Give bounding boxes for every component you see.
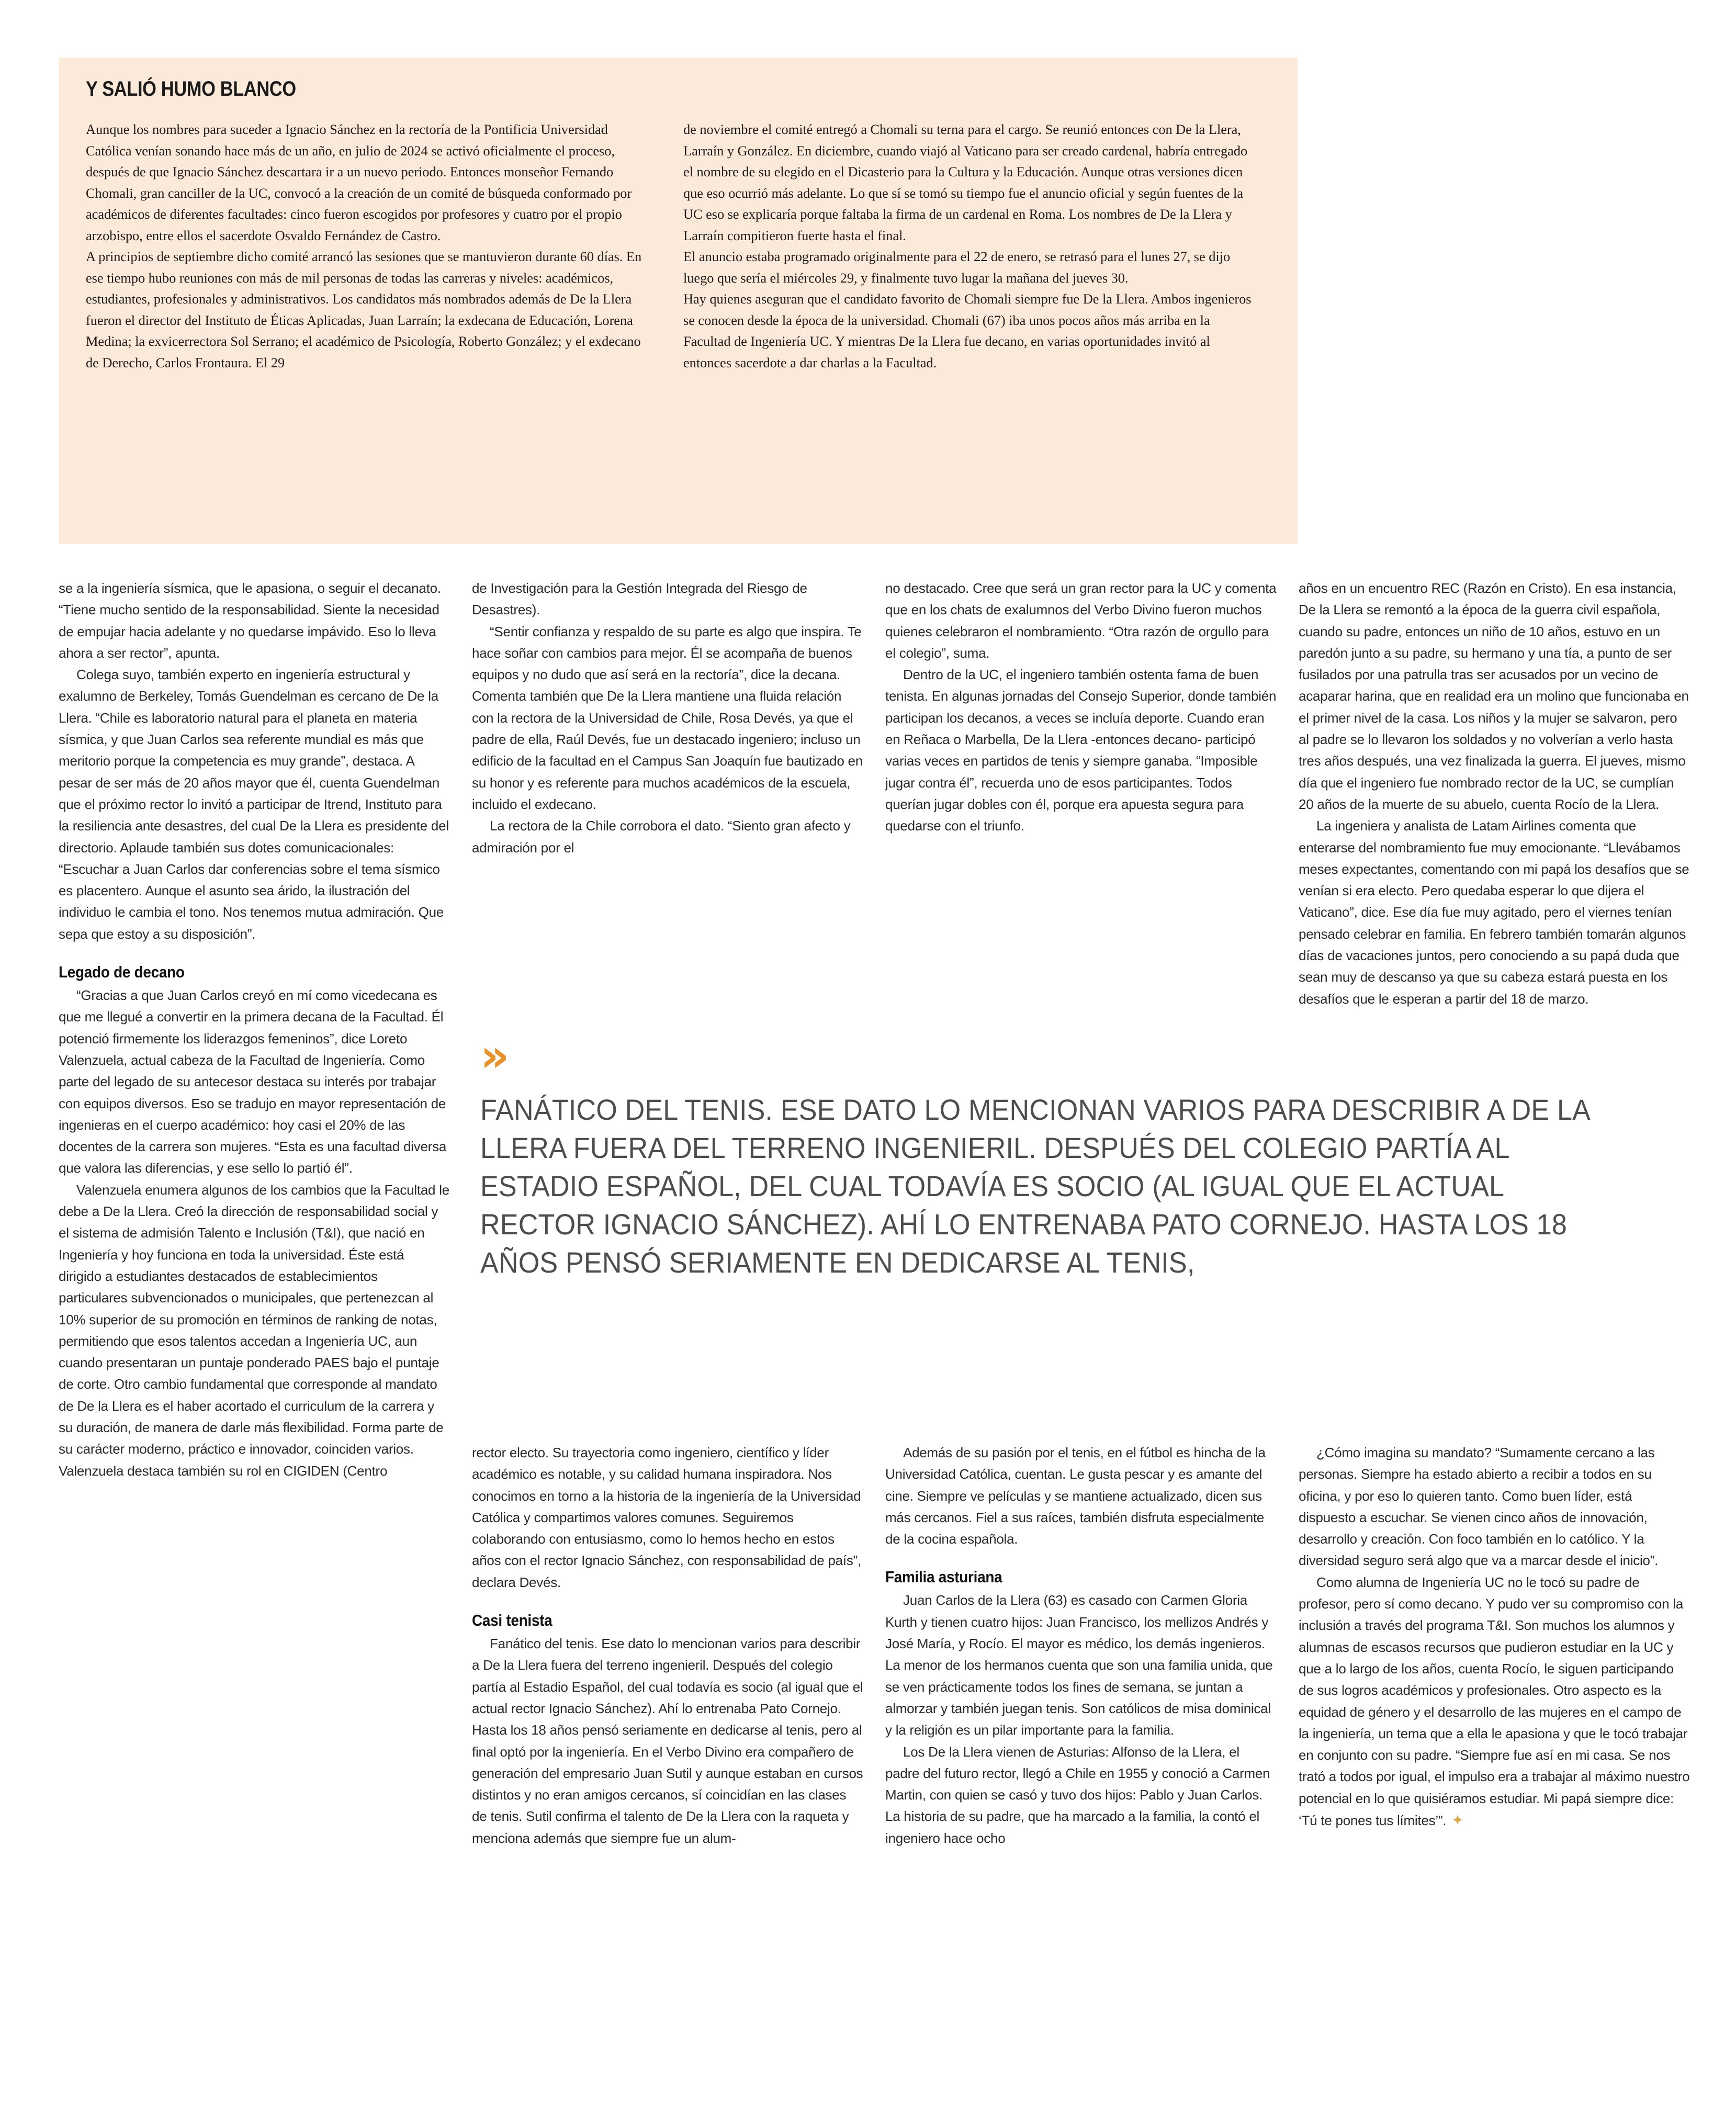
article-column-2-upper <box>472 578 863 1482</box>
paragraph-text: Como alumna de Ingeniería UC no le tocó su padre de profesor, pero sí como decano. Y pudo ver su compromiso con la inclusión a través del programa T&I. Son muchos los alumnos y alumnas de escasos recursos que pudieron estudiar en la UC y que a lo largo de los años, cuenta Rocío, le siguen participando de sus logros académicos y profesionales. Otro aspecto es la equidad de género y el desarrollo de las mujeres en el campo de la ingeniería, un tema que a ella le apasiona y que le tocó trabajar en conjunto con su padre. “Siempre fue así en mi casa. Se nos trató a todos por igual, el impulso era a trabajar al máximo nuestro potencial en lo que quisiéramos estudiar. Mi papá siempre dice: ‘Tú te pones tus límites’”. <box>1299 1574 1690 1829</box>
highlight-box <box>59 58 1298 544</box>
upper-body-columns <box>59 578 1690 1482</box>
highlight-box-columns <box>86 119 1270 373</box>
highlight-box-title: Y SALIÓ HUMO BLANCO <box>86 77 296 100</box>
article-column-1 <box>59 578 450 1482</box>
paragraph: años en un encuentro REC (Razón en Cristo). En esa instancia, De la Llera se remontó a la época de la guerra civil española, cuando su padre, entonces un niño de 10 años, estuvo en un paredón junto a su padre, su hermano y una tía, a punto de ser fusilados por una patrulla tras ser acusados por un vecino de acaparar harina, que en realidad era un molino que funcionaba en el primer nivel de la casa. Los niños y la mujer se salvaron, pero al padre se lo llevaron los soldados y no volverían a verlo hasta tres años después, una vez finalizada la guerra. El jueves, mismo día que el ingeniero fue nombrado rector de la UC, se cumplían 20 años de la muerte de su abuelo, cuenta Rocío de la Llera. <box>1299 580 1689 812</box>
article-column-4-lower <box>1299 1442 1690 1849</box>
paragraph: rector electo. Su trayectoria como ingeniero, científico y líder académico es notable, y su calidad humana inspiradora. Nos conocimos en torno a la historia de la ingeniería de la Universidad Católica y compartimos valores comunes. Seguiremos colaborando con entusiasmo, como lo hemos hecho en estos años con el rector Ignacio Sánchez, con responsabilidad de país”, declara Devés. <box>472 1445 861 1590</box>
paragraph: ¿Cómo imagina su mandato? “Sumamente cercano a las personas. Siempre ha estado abierto a recibir a todos en su oficina, y por eso lo quieren tanto. Como buen líder, está dispuesto a escuchar. Se vienen cinco años de innovación, desarrollo y creación. Con foco también en lo católico. Y la diversidad seguro será algo que va a marcar desde el inicio”. <box>1299 1445 1659 1569</box>
section-heading-casi-tenista: Casi tenista <box>472 1611 553 1630</box>
paragraph: La ingeniera y analista de Latam Airlines comenta que enterarse del nombramiento fue muy emocionante. “Llevábamos meses expectantes, comentando con mi papá los desafíos que se venían si era electo. Pero quedaba esperar lo que dijera el Vaticano”, dice. Ese día fue muy agitado, pero el viernes tenían pensado celebrar en familia. En febrero también tomarán algunos días de vacaciones juntos, pero conociendo a su papá duda que sean muy de descanso ya que su cabeza estará puesta en los desafíos que le esperan a partir del 18 de marzo. <box>1299 818 1689 1007</box>
article-column-3-lower <box>885 1442 1277 1849</box>
paragraph: se a la ingeniería sísmica, que le apasiona, o seguir el decanato. “Tiene mucho sentido de la responsabilidad. Siente la necesidad de empujar hacia adelante y no quedarse impávido. Eso lo lleva ahora a ser rector”, apunta. <box>59 580 441 661</box>
article-column-3-upper <box>885 578 1277 1482</box>
paragraph: Juan Carlos de la Llera (63) es casado con Carmen Gloria Kurth y tienen cuatro hijos: Juan Francisco, los mellizos Andrés y José María, y Rocío. El mayor es médico, los demás ingenieros. La menor de los hermanos cuenta que son una familia unida, que se ven prácticamente todos los fines de semana, se juntan a almorzar y también juegan tenis. Son católicos de misa dominical y la religión es un pilar importante para la familia. <box>885 1592 1273 1738</box>
paragraph: La rectora de la Chile corrobora el dato. “Siento gran afecto y admiración por el <box>472 818 851 856</box>
paragraph <box>1299 1572 1690 1832</box>
highlight-box-column-2 <box>683 119 1253 373</box>
paragraph: Dentro de la UC, el ingeniero también ostenta fama de buen tenista. En algunas jornadas del Consejo Superior, donde también participan los decanos, a veces se incluía deporte. Cuando eran en Reñaca o Marbella, De la Llera -entonces decano- participó varias veces en partidos de tenis y siempre ganaba. “Imposible jugar contra él”, recuerda uno de esos participantes. Todos querían jugar dobles con él, porque era apuesta segura para quedarse con el triunfo. <box>885 667 1277 834</box>
pull-quote-text: FANÁTICO DEL TENIS. ESE DATO LO MENCIONAN VARIOS PARA DESCRIBIR A DE LA LLERA FUERA DEL TERRENO INGENIERIL. DESPUÉS DEL COLEGIO PARTÍA AL ESTADIO ESPAÑOL, DEL CUAL TODAVÍA ES SOCIO (AL IGUAL QUE EL ACTUAL RECTOR IGNACIO SÁNCHEZ). AHÍ LO ENTRENABA PATO CORNEJO. HASTA LOS 18 AÑOS PENSÓ SERIAMENTE EN DEDICARSE AL TENIS, <box>480 1093 1590 1279</box>
paragraph: Aunque los nombres para suceder a Ignacio Sánchez en la rectoría de la Pontificia Universidad Católica venían sonando hace más de un año, en julio de 2024 se activó oficialmente el proceso, después de que Ignacio Sánchez descartara ir a un nuevo periodo. Entonces monseñor Fernando Chomali, gran canciller de la UC, convocó a la creación de un comité de búsqueda conformado por académicos de diferentes facultades: cinco fueron escogidos por profesores y cuatro por el propio arzobispo, entre ellos el sacerdote Osvaldo Fernández de Castro. <box>86 121 632 243</box>
columns-row <box>59 578 1690 1482</box>
paragraph: “Sentir confianza y respaldo de su parte es algo que inspira. Te hace soñar con cambios para mejor. Él se acompaña de buenos equipos y no dudo que así será en la rectoría”, dice la decana. Comenta también que De la Llera mantiene una fluida relación con la rectora de la Universidad de Chile, Rosa Devés, ya que el padre de ella, Raúl Devés, fue un destacado ingeniero; incluso un edificio de la facultad en el Campus San Joaquín fue bautizado en su honor y es referente para muchos académicos de la escuela, incluido el exdecano. <box>472 623 863 812</box>
paragraph: Los De la Llera vienen de Asturias: Alfonso de la Llera, el padre del futuro rector, llegó a Chile en 1955 y conoció a Carmen Martin, con quien se casó y tuvo dos hijos: Pablo y Juan Carlos. La historia de su padre, que ha marcado a la familia, la contó el ingeniero hace ocho <box>885 1743 1270 1846</box>
paragraph: no destacado. Cree que será un gran rector para la UC y comenta que en los chats de exalumnos del Verbo Divino fueron muchos quienes celebraron el nombramiento. “Otra razón de orgullo para el colegio”, suma. <box>885 580 1277 661</box>
paragraph: Hay quienes aseguran que el candidato favorito de Chomali siempre fue De la Llera. Ambos ingenieros se conocen desde la época de la universidad. Chomali (67) iba unos pocos años más arriba en la Facultad de Ingeniería UC. Y mientras De la Llera fue decano, en varias oportunidades invitó al entonces sacerdote a dar charlas a la Facultad. <box>683 291 1252 370</box>
paragraph: de noviembre el comité entregó a Chomali su terna para el cargo. Se reunió entonces con De la Llera, Larraín y González. En diciembre, cuando viajó al Vaticano para ser creado cardenal, habría entregado el nombre de su elegido en el Dicasterio para la Cultura y la Educación. Aunque otras versiones dicen que eso ocurrió más adelante. Lo que sí se tomó su tiempo fue el anuncio oficial y según fuentes de la UC eso se explicaría porque faltaba la firma de un cardenal en Roma. Los nombres de De la Llera y Larraín compitieron fuerte hasta el final. <box>683 121 1248 243</box>
paragraph: El anuncio estaba programado originalmente para el 22 de enero, se retrasó para el lunes 27, se dijo luego que sería el miércoles 29, y finalmente tuvo lugar la mañana del jueves 30. <box>683 249 1231 286</box>
paragraph: Además de su pasión por el tenis, en el fútbol es hincha de la Universidad Católica, cuentan. Le gusta pescar y es amante del cine. Siempre ve películas y se mantiene actualizado, dicen sus más cercanos. Fiel a sus raíces, también disfruta especialmente de la cocina española. <box>885 1445 1266 1547</box>
paragraph: Colega suyo, también experto en ingeniería estructural y exalumno de Berkeley, Tomás Guendelman es cercano de De la Llera. “Chile es laboratorio natural para el planeta en materia sísmica, y que Juan Carlos sea referente mundial es más que meritorio porque la competencia es muy grande”, destaca. A pesar de ser más de 20 años mayor que él, cuenta Guendelman que el próximo rector lo invitó a participar de Itrend, Instituto para la resiliencia ante desastres, del cual De la Llera es presidente del directorio. Aplaude también sus dotes comunicacionales: “Escuchar a Juan Carlos dar conferencias sobre el tema sísmico es placentero. Aunque el asunto sea árido, la ilustración del individuo le cambia el tono. Nos tenemos mutua admiración. Que sepa que estoy a su disposición”. <box>59 667 449 942</box>
highlight-box-column-1 <box>86 119 655 373</box>
paragraph: A principios de septiembre dicho comité arrancó las sesiones que se mantuvieron durante 60 días. En ese tiempo hubo reuniones con más de mil personas de todas las carreras y niveles: académicos, estudiantes, profesionales y administrativos. Los candidatos más nombrados además de De la Llera fueron el director del Instituto de Éticas Aplicadas, Juan Larraín; la exdecana de Educación, Lorena Medina; la exvicerrectora Sol Serrano; el académico de Psicología, Roberto González; y el exdecano de Derecho, Carlos Frontaura. El 29 <box>86 249 642 370</box>
article-column-4 <box>1299 578 1690 1482</box>
section-heading-legado-de-decano: Legado de decano <box>59 963 185 982</box>
end-of-article-star-icon: ✦ <box>1451 1812 1464 1829</box>
pull-quote <box>480 1030 1699 1281</box>
article-column-2-lower <box>472 1442 863 1849</box>
paragraph: Fanático del tenis. Ese dato lo mencionan varios para describir a De la Llera fuera del terreno ingenieril. Después del colegio partía al Estadio Español, del cual todavía es socio (al igual que el actual rector Ignacio Sánchez). Ahí lo entrenaba Pato Cornejo. Hasta los 18 años pensó seriamente en dedicarse al tenis, pero al final optó por la ingeniería. En el Verbo Divino era compañero de generación del empresario Juan Sutil y aunque estaban en cursos distintos y no eran amigos cercanos, sí coincidían en las clases de tenis. Sutil confirma el talento de De la Llera con la raqueta y menciona además que siempre fue un alum- <box>472 1636 863 1846</box>
section-heading-familia-asturiana: Familia asturiana <box>885 1568 1002 1587</box>
paragraph: “Gracias a que Juan Carlos creyó en mí como vicedecana es que me llegué a convertir en la primera decana de la Facultad. Él potenció firmemente los liderazgos femeninos”, dice Loreto Valenzuela, actual cabeza de la Facultad de Ingeniería. Como parte del legado de su antecesor destaca su interés por trabajar con equipos diversos. Eso se tradujo en mayor representación de ingenieras en el cuerpo académico: hoy casi el 20% de las docentes de la carrera son mujeres. “Esta es una facultad diversa que valora las diferencias, y ese sello lo partió él”. <box>59 987 447 1176</box>
lower-body-columns <box>59 1442 1690 1849</box>
double-chevron-right-icon: » <box>480 1030 503 1082</box>
paragraph: de Investigación para la Gestión Integrada del Riesgo de Desastres). <box>472 580 807 618</box>
paragraph: Valenzuela enumera algunos de los cambios que la Facultad le debe a De la Llera. Creó la dirección de responsabilidad social y el sistema de admisión Talento e Inclusión (T&I), que nació en Ingeniería y hoy funciona en toda la universidad. Éste está dirigido a estudiantes destacados de establecimientos particulares subvencionados o municipales, que pertenezcan al 10% superior de su promoción en términos de ranking de notas, permitiendo que esos talentos accedan a Ingeniería UC, aun cuando presentaran un puntaje ponderado PAES bajo el puntaje de corte. Otro cambio fundamental que corresponde al mandato de De la Llera es el haber acortado el curriculum de la carrera y su duración, de manera de darle más flexibilidad. Forma parte de su carácter moderno, práctico e innovador, coinciden varios. Valenzuela destaca también su rol en CIGIDEN (Centro <box>59 1182 449 1479</box>
